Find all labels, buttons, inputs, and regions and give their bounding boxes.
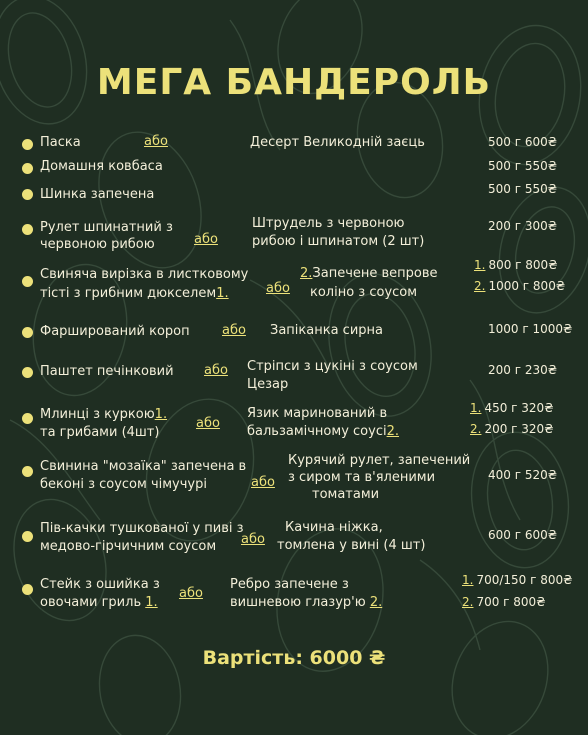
bullet-dot: [22, 367, 33, 378]
dish-left: беконі з соусом чімучурі: [40, 477, 207, 492]
or-link[interactable]: або: [266, 281, 290, 296]
dish-left: Млинці з куркою1.: [40, 407, 168, 422]
dish-right: Стріпси з цукіні з соусом: [247, 359, 418, 374]
price: 500 г 550₴: [488, 159, 558, 173]
bullet-dot: [22, 584, 33, 595]
dish-right: Цезар: [247, 377, 289, 392]
price: 1. 700/150 г 800₴: [462, 573, 573, 587]
price-number: 2.: [462, 595, 474, 609]
price: 2. 1000 г 800₴: [474, 279, 566, 293]
dish-right: Запіканка сирна: [270, 323, 383, 338]
price: 200 г 300₴: [488, 219, 558, 233]
dish-right: вишневою глазур'ю 2.: [230, 595, 383, 610]
item-number: 2.: [300, 266, 313, 281]
dish-left: Фарширований короп: [40, 324, 190, 339]
dish-right: Ребро запечене з: [230, 577, 349, 592]
dish-right: Штрудель з червоною: [252, 216, 405, 231]
bullet-dot: [22, 139, 33, 150]
or-link[interactable]: або: [222, 323, 246, 338]
or-link[interactable]: або: [179, 586, 203, 601]
dish-left: Свинина "мозаїка" запечена в: [40, 459, 247, 474]
price: 400 г 520₴: [488, 468, 558, 482]
price-number: 2.: [474, 279, 486, 293]
dish-right: коліно з соусом: [310, 285, 418, 300]
price: 600 г 600₴: [488, 528, 558, 542]
price: 1. 800 г 800₴: [474, 258, 558, 272]
bullet-dot: [22, 224, 33, 235]
dish-right: томатами: [312, 487, 380, 502]
dish-left: Шинка запечена: [40, 187, 155, 202]
price: 500 г 600₴: [488, 135, 558, 149]
price: 1. 450 г 320₴: [470, 401, 554, 415]
dish-right: Десерт Великодній заєць: [250, 135, 425, 150]
price-number: 2.: [470, 422, 482, 436]
price: 200 г 230₴: [488, 363, 558, 377]
or-link[interactable]: або: [144, 134, 168, 149]
or-link[interactable]: або: [241, 532, 265, 547]
item-number: 1.: [216, 286, 229, 301]
dish-right: з сиром та в'яленими: [288, 470, 436, 485]
dish-left: Рулет шпинатний з: [40, 220, 173, 235]
price-number: 1.: [474, 258, 486, 272]
bullet-dot: [22, 413, 33, 424]
bullet-dot: [22, 327, 33, 338]
price: 2. 700 г 800₴: [462, 595, 546, 609]
price: 2. 200 г 320₴: [470, 422, 554, 436]
dish-left: Стейк з ошийка з: [40, 577, 160, 592]
dish-left: Паштет печінковий: [40, 364, 174, 379]
item-number: 2.: [386, 424, 399, 439]
dish-right: Качина ніжка,: [285, 520, 383, 535]
bullet-dot: [22, 276, 33, 287]
bullet-dot: [22, 189, 33, 200]
dish-left: тісті з грибним дюкселем1.: [40, 286, 229, 301]
price: 1000 г 1000₴: [488, 322, 573, 336]
dish-left: Домашня ковбаса: [40, 159, 163, 174]
item-number: 1.: [154, 407, 168, 422]
dish-left: та грибами (4шт): [40, 425, 160, 440]
or-link[interactable]: або: [196, 416, 220, 431]
dish-right: рибою і шпинатом (2 шт): [252, 234, 425, 249]
dish-right: бальзамічному соусі2.: [247, 424, 399, 439]
bullet-dot: [22, 163, 33, 174]
price-number: 1.: [462, 573, 474, 587]
dish-left: Паска: [40, 135, 81, 150]
dish-left: медово-гірчичним соусом: [40, 539, 217, 554]
bullet-dot: [22, 466, 33, 477]
dish-right: Курячий рулет, запечений: [288, 453, 471, 468]
or-link[interactable]: або: [251, 475, 275, 490]
dish-right: томлена у вині (4 шт): [277, 538, 426, 553]
dish-left: Пів-качки тушкованої у пиві з: [40, 521, 244, 536]
price: 500 г 550₴: [488, 182, 558, 196]
dish-right: 2.Запечене вепрове: [300, 266, 438, 281]
price-number: 1.: [470, 401, 482, 415]
or-link[interactable]: або: [204, 363, 228, 378]
item-number: 1.: [145, 595, 158, 610]
dish-right: Язик маринований в: [247, 406, 388, 421]
page-title: МЕГА БАНДЕРОЛЬ: [96, 62, 492, 103]
item-number: 2.: [369, 595, 383, 610]
dish-left: Свиняча вирізка в листковому: [40, 267, 249, 282]
bullet-dot: [22, 531, 33, 542]
dish-left: червоною рибою: [40, 237, 155, 252]
total-price: Вартість: 6000 ₴: [202, 647, 386, 669]
or-link[interactable]: або: [194, 232, 218, 247]
dish-left: овочами гриль 1.: [40, 595, 158, 610]
